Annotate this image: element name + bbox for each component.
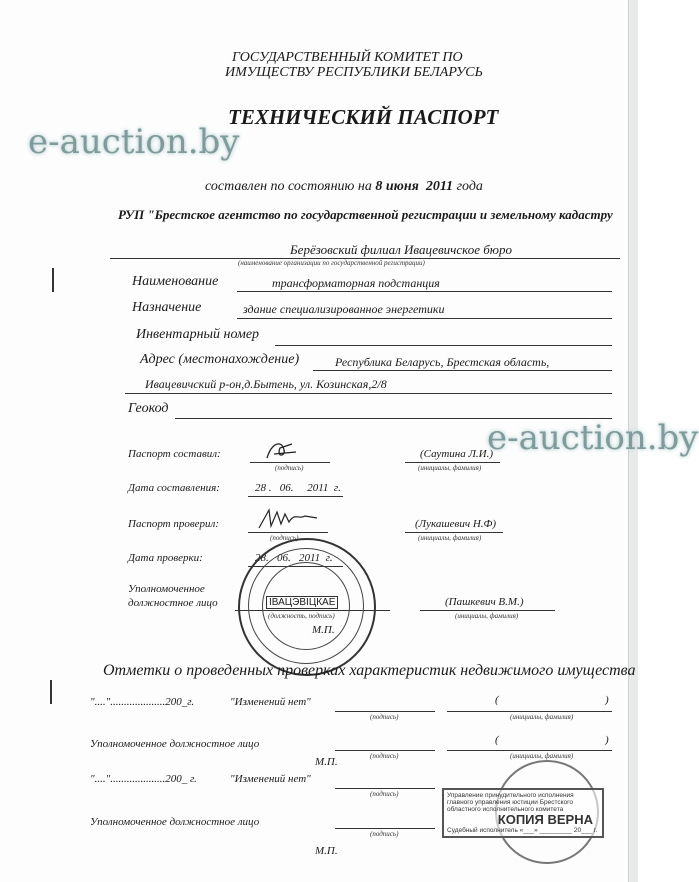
- check-date-label: Дата проверки:: [128, 552, 203, 564]
- caption: (инициалы, фамилия): [418, 534, 482, 542]
- underline: [275, 345, 612, 346]
- compiled-by-label: Паспорт составил:: [128, 448, 221, 460]
- branch-value: Берёзовский филиал Ивацевичское бюро: [290, 242, 512, 257]
- seal-center-text: IВАЦЭВIЦКАЕ: [266, 596, 338, 609]
- stamp-line: главного управления юстиции Брестского: [447, 799, 573, 806]
- watermark: e-auction.by: [487, 418, 699, 458]
- name-label: Наименование: [132, 274, 219, 289]
- paren: ): [605, 694, 609, 706]
- caption: (подпись): [370, 752, 399, 760]
- stamp-main: КОПИЯ ВЕРНА: [497, 812, 593, 827]
- caption: (должность, подпись): [268, 612, 335, 620]
- caption: (подпись): [275, 464, 304, 472]
- caption: (подпись): [370, 713, 399, 721]
- official-seal: [238, 538, 376, 676]
- official-name: (Пашкевич В.М.): [445, 596, 524, 608]
- check-official: Уполномоченное должностное лицо: [90, 738, 260, 750]
- mp-label: М.П.: [315, 756, 338, 768]
- signature-scribble: [262, 440, 302, 462]
- copy-verified-stamp: [442, 788, 604, 838]
- official-label-1: Уполномоченное: [128, 583, 205, 595]
- header-line-2: ИМУЩЕСТВУ РЕСПУБЛИКИ БЕЛАРУСЬ: [225, 65, 483, 80]
- check-status: "Изменений нет": [230, 773, 311, 785]
- caption: (инициалы, фамилия): [455, 612, 519, 620]
- address-label: Адрес (местонахождение): [140, 352, 300, 367]
- stamp-date: «___» _________ 20___ г.: [519, 827, 598, 834]
- underline: [237, 291, 612, 292]
- compiled-date-value: 28 . 06. 2011 г.: [255, 482, 341, 494]
- check-date: "...."....................200_г.: [90, 696, 195, 708]
- composed-line: составлен по состоянию на 8 июня 2011 года: [205, 179, 483, 194]
- official-label-2: должностное лицо: [128, 597, 218, 609]
- underline: [237, 318, 612, 319]
- caption: (инициалы, фамилия): [510, 713, 574, 721]
- mp-label: М.П.: [312, 624, 335, 636]
- inventory-label: Инвентарный номер: [136, 327, 260, 342]
- paren: (: [495, 694, 499, 706]
- underline: [125, 393, 612, 394]
- purpose-label: Назначение: [132, 300, 202, 315]
- paren: (: [495, 734, 499, 746]
- stamp-line: Управление принудительного исполнения: [447, 792, 574, 799]
- checked-by-label: Паспорт проверил:: [128, 518, 219, 530]
- check-status: "Изменений нет": [230, 696, 311, 708]
- address-value-1: Республика Беларусь, Брестская область,: [335, 355, 550, 369]
- address-value-2: Ивацевичский р-он,д.Бытень, ул. Козинская,2/8: [145, 377, 387, 391]
- geocode-label: Геокод: [128, 401, 169, 416]
- check-official: Уполномоченное должностное лицо: [90, 816, 260, 828]
- header-line-1: ГОСУДАРСТВЕННЫЙ КОМИТЕТ ПО: [232, 50, 463, 65]
- underline: [313, 370, 612, 371]
- checked-by-name: (Лукашевич Н.Ф): [415, 518, 497, 530]
- scan-mark: [50, 680, 52, 704]
- organization: РУП "Брестское агентство по государственной регистрации и земельному кадастру: [118, 207, 613, 222]
- check-date-value: 28. 06. 2011 г.: [255, 552, 333, 564]
- caption: (подпись): [370, 790, 399, 798]
- check-date: "...."....................200_ г.: [90, 773, 197, 785]
- caption: (подпись): [270, 534, 299, 542]
- document-title: ТЕХНИЧЕСКИЙ ПАСПОРТ: [228, 105, 499, 129]
- compiled-date-label: Дата составления:: [128, 482, 220, 494]
- paren: ): [605, 734, 609, 746]
- branch-caption: (наименование организации по государственной регистрации): [238, 259, 425, 267]
- purpose-value: здание специализированное энергетики: [243, 302, 445, 316]
- caption: (инициалы, фамилия): [418, 464, 482, 472]
- mp-label: М.П.: [315, 845, 338, 857]
- watermark: e-auction.by: [28, 122, 240, 162]
- caption: (подпись): [370, 830, 399, 838]
- stamp-footer: Судебный исполнитель: [447, 827, 518, 834]
- scan-mark: [52, 268, 54, 292]
- caption: (инициалы, фамилия): [510, 752, 574, 760]
- signature-scribble: [255, 506, 320, 532]
- checks-heading: Отметки о проведенных проверках характеристик недвижимого имущества: [103, 662, 636, 679]
- name-value: трансформаторная подстанция: [272, 276, 440, 290]
- compiled-by-name: (Саутина Л.И.): [420, 448, 494, 460]
- stamp-line: областного исполнительного комитета: [447, 806, 564, 813]
